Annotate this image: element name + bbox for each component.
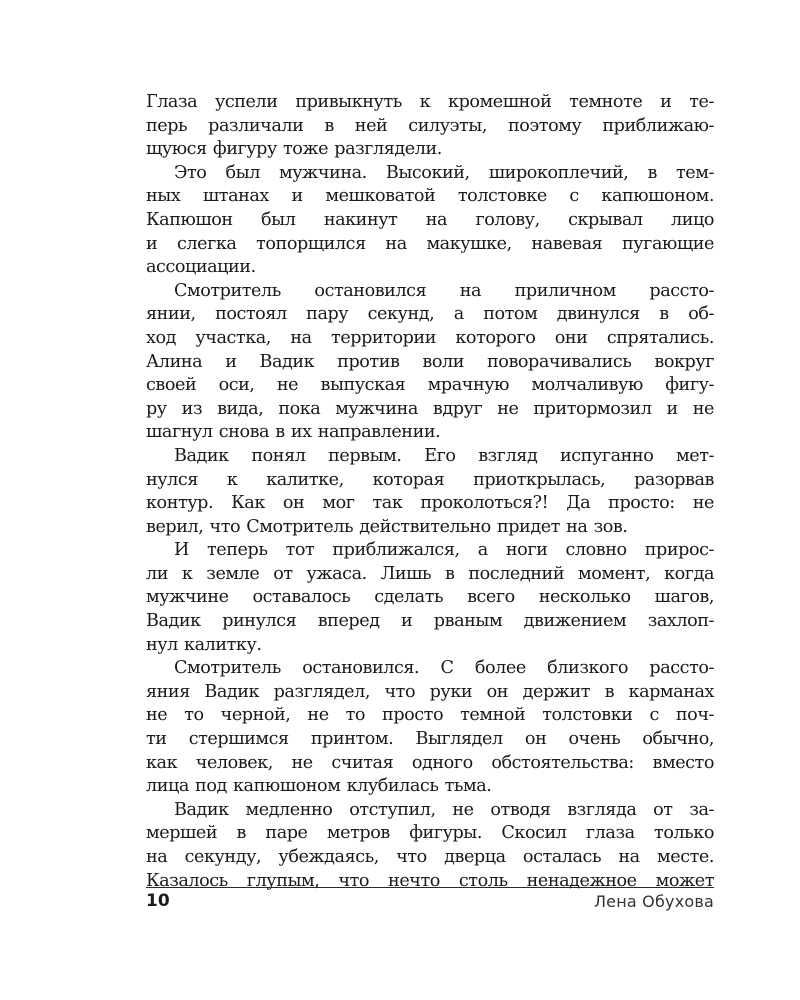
text-line: Смотритель остановился. С более близкого рассто- (174, 658, 714, 679)
text-line: ассоциации. (146, 257, 256, 278)
text-line: Алина и Вадик против воли поворачивались вокруг (146, 351, 714, 372)
text-line: И теперь тот приближался, а ноги словно прирос- (174, 540, 714, 561)
text-line: ру из вида, пока мужчина вдруг не притормозил и не (146, 398, 714, 419)
text-line: перь различали в ней силуэты, поэтому приближаю- (146, 115, 714, 136)
text-line: нулся к калитке, которая приоткрылась, разорвав (146, 469, 714, 490)
text-line: шагнул снова в их направлении. (146, 422, 441, 443)
text-line: как человек, не считая одного обстоятельства: вместо (146, 752, 714, 773)
text-line: мужчине оставалось сделать всего несколько шагов, (146, 587, 714, 608)
text-line: яния Вадик разглядел, что руки он держит в карманах (146, 681, 714, 702)
text-line: своей оси, не выпуская мрачную молчаливую фигу- (146, 375, 714, 396)
text-line: мершей в паре метров фигуры. Скосил глаза только (146, 823, 714, 844)
text-line: Вадик понял первым. Его взгляд испуганно мет- (174, 445, 714, 466)
text-line: и слегка топорщился на макушке, навевая пугающие (146, 233, 714, 254)
text-line: ход участка, на территории которого они спрятались. (146, 327, 714, 348)
text-line: Это был мужчина. Высокий, широкоплечий, в тем- (174, 162, 714, 183)
text-line: Смотритель остановился на приличном рассто- (174, 280, 714, 301)
text-line: на секунду, убеждаясь, что дверца осталась на месте. (146, 847, 714, 867)
text-line: не то черной, не то просто темной толстовки с поч- (146, 705, 714, 726)
page-text (146, 91, 714, 893)
text-line: ли к земле от ужаса. Лишь в последний момент, когда (146, 563, 714, 584)
text-line: лица под капюшоном клубилась тьма. (146, 776, 492, 797)
text-line: Казалось глупым, что нечто столь ненадежное может (146, 870, 714, 891)
text-line: Глаза успели привыкнуть к кромешной темноте и те- (146, 92, 714, 112)
text-line: Вадик медленно отступил, не отводя взгляда от за- (174, 799, 714, 820)
text-line: ных штанах и мешковатой толстовке с капюшоном. (146, 186, 714, 207)
text-line: щуюся фигуру тоже разглядели. (146, 139, 442, 160)
text-line: нул калитку. (146, 634, 262, 655)
text-line: Вадик ринулся вперед и рваным движением захлоп- (146, 611, 714, 632)
running-footer-author: Лена Обухова (593, 892, 714, 911)
text-line: ти стершимся принтом. Выглядел он очень обычно, (146, 729, 714, 750)
footer-divider (146, 887, 714, 888)
text-line: Капюшон был накинут на голову, скрывал лицо (146, 209, 714, 230)
text-line: контур. Как он мог так проколоться?! Да просто: не (146, 493, 714, 514)
text-line: янии, постоял пару секунд, а потом двинулся в об- (146, 304, 714, 325)
text-line: верил, что Смотритель действительно придет на зов. (146, 516, 628, 537)
page-number: 10 (146, 891, 170, 911)
